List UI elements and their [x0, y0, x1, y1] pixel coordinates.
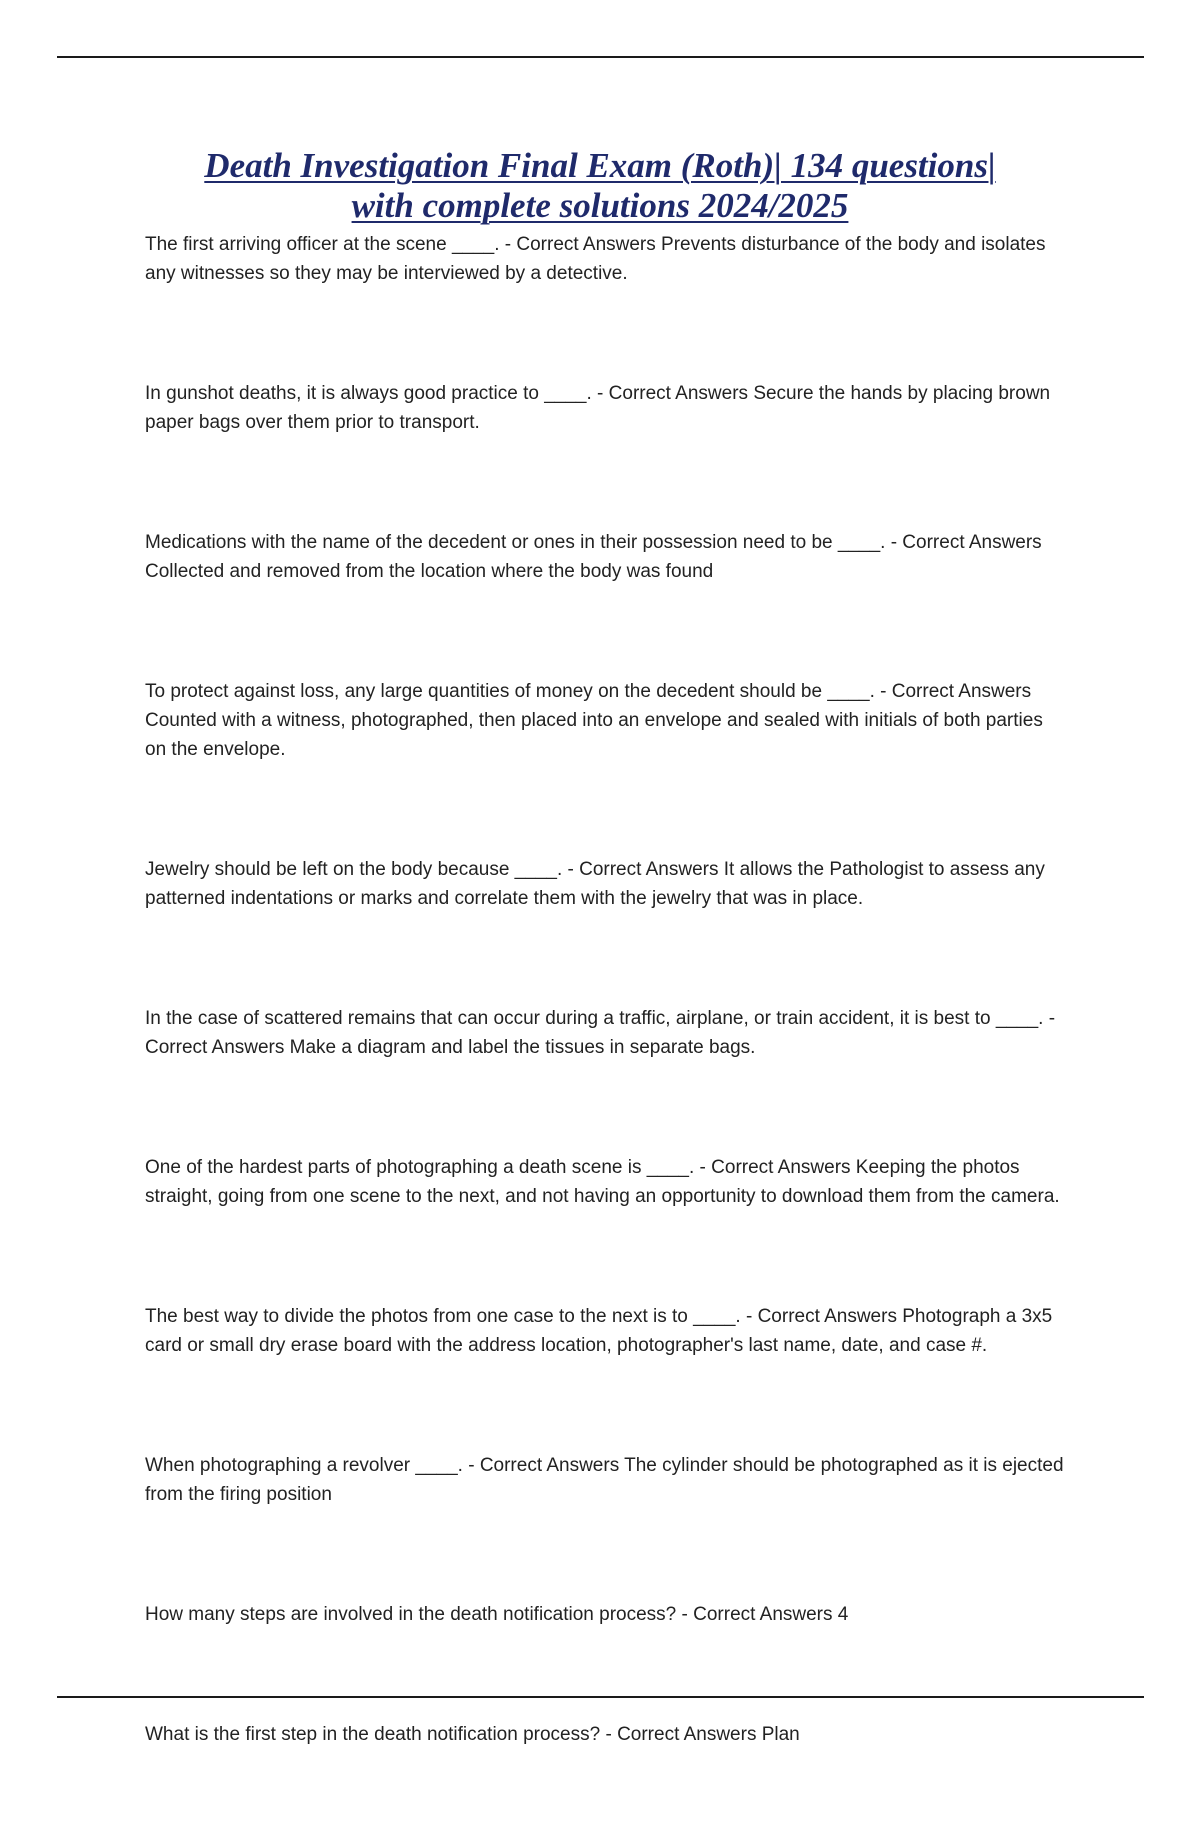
qa-item: How many steps are involved in the death notification process? - Correct Answers 4: [145, 1604, 849, 1625]
qa-item: The best way to divide the photos from one case to the next is to ____. - Correct Answers Photograph a 3x5 card or small dry erase board with the address location, photographer's last name, date, and case #.: [145, 1306, 1053, 1356]
qa-item: In the case of scattered remains that can occur during a traffic, airplane, or train accident, it is best to ____. - Correct Answers Make a diagram and label the tissues in separate bags.: [145, 1008, 1056, 1058]
document-title: [120, 146, 1080, 226]
top-rule: [57, 56, 1144, 58]
qa-item: The first arriving officer at the scene ____. - Correct Answers Prevents disturbance of the body and isolates any witnesses so they may be interviewed by a detective.: [145, 234, 1046, 284]
bottom-rule: [57, 1696, 1144, 1698]
qa-item: In gunshot deaths, it is always good practice to ____. - Correct Answers Secure the hands by placing brown paper bags over them prior to transport.: [145, 383, 1051, 433]
qa-item: One of the hardest parts of photographing a death scene is ____. - Correct Answers Keeping the photos straight, going from one scene to the next, and not having an opportunity to download them from the camera.: [145, 1157, 1060, 1207]
title-line-2: with complete solutions 2024/2025: [351, 186, 849, 225]
qa-item: To protect against loss, any large quantities of money on the decedent should be ____. - Correct Answers Counted with a witness, photographed, then placed into an envelope and sealed with initials of both parties on the envelope.: [145, 681, 1043, 760]
qa-item: When photographing a revolver ____. - Correct Answers The cylinder should be photographed as it is ejected from the firing position: [145, 1455, 1064, 1505]
qa-item: Medications with the name of the decedent or ones in their possession need to be ____. - Correct Answers Collected and removed from the location where the body was found: [145, 532, 1042, 582]
title-line-1: Death Investigation Final Exam (Roth)| 134 questions|: [204, 146, 996, 185]
qa-item: What is the first step in the death notification process? - Correct Answers Plan: [145, 1724, 800, 1745]
qa-item: Jewelry should be left on the body because ____. - Correct Answers It allows the Pathologist to assess any patterned indentations or marks and correlate them with the jewelry that was in place.: [145, 859, 1045, 909]
qa-list: [145, 230, 1065, 1840]
